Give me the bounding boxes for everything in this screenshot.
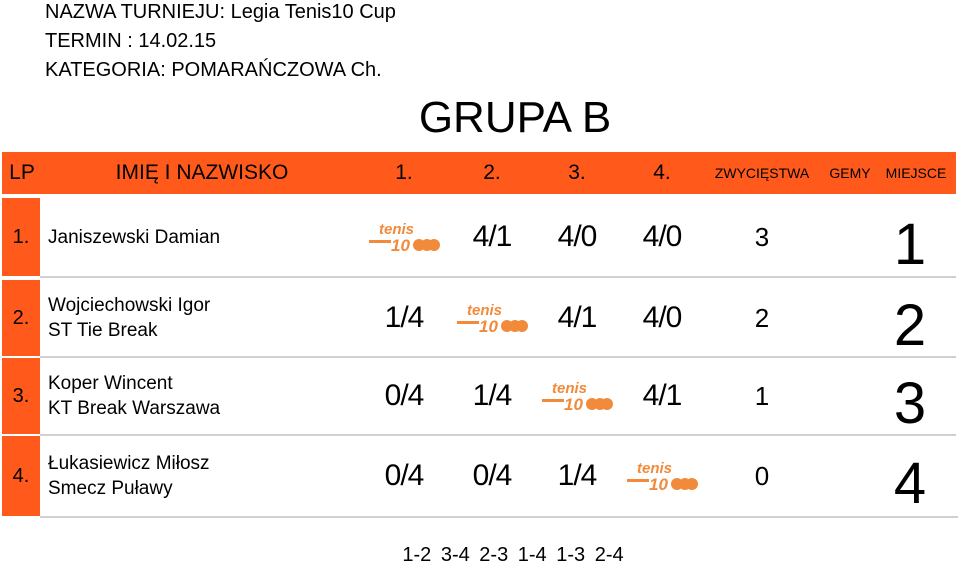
row-number: 1. — [2, 198, 40, 276]
match-score: 4/1 — [642, 379, 682, 412]
player-name-block — [48, 358, 220, 434]
row-body — [40, 198, 958, 278]
row-body — [40, 358, 958, 436]
logo-text-bottom: 10 — [391, 236, 410, 254]
tenis10-logo — [364, 198, 444, 276]
player-club: KT Break Warszawa — [48, 398, 221, 419]
logo-ball — [601, 398, 613, 410]
tenis10-logo — [452, 280, 532, 356]
match-score: 0/4 — [384, 379, 424, 412]
group-title — [0, 92, 960, 144]
logo-stripe — [627, 479, 649, 482]
logo-text-top: tenis — [467, 302, 503, 319]
player-name-block — [48, 280, 210, 356]
logo-text-bottom: 10 — [649, 475, 668, 493]
tournament-category: KATEGORIA: POMARAŃCZOWA Ch. — [45, 59, 382, 81]
match-score: 1/4 — [384, 301, 424, 334]
wins-value: 3 — [754, 221, 770, 252]
logo-ball — [516, 320, 528, 332]
player-row — [2, 358, 958, 434]
match-score: 4/0 — [557, 220, 597, 253]
player-name-block — [48, 436, 210, 516]
match-score: 4/1 — [557, 301, 597, 334]
match-score: 0/4 — [384, 459, 424, 492]
header-lp: LP — [9, 161, 35, 184]
tenis10-logo-icon — [540, 379, 614, 413]
wins-value: 2 — [754, 302, 770, 333]
player-row — [2, 198, 958, 276]
header-opponent-3: 3. — [568, 161, 586, 184]
place-value: 3 — [893, 371, 927, 436]
match-pairs — [0, 544, 960, 567]
logo-ball — [686, 478, 698, 490]
match-score: 1/4 — [557, 459, 597, 492]
row-number: 4. — [2, 436, 40, 516]
match-score: 0/4 — [472, 459, 512, 492]
wins-value: 0 — [754, 460, 770, 491]
place-value: 4 — [893, 451, 927, 516]
header-opponent-2: 2. — [483, 161, 501, 184]
header-opponent-1: 1. — [395, 161, 413, 184]
row-number: 2. — [2, 280, 40, 356]
header-name: IMIĘ I NAZWISKO — [115, 161, 289, 184]
match-pairs-text: 1-2 3-4 2-3 1-4 1-3 2-4 — [402, 544, 624, 566]
logo-text-top: tenis — [637, 460, 673, 477]
header-opponent-4: 4. — [653, 161, 671, 184]
tenis10-logo — [622, 436, 702, 516]
wins-value: 1 — [754, 380, 770, 411]
player-name-block — [48, 198, 220, 276]
match-score: 4/1 — [472, 220, 512, 253]
group-title-text: GRUPA B — [418, 93, 612, 142]
header-place: MIEJSCE — [885, 165, 947, 181]
logo-stripe — [457, 321, 479, 324]
header-games: GEMY — [829, 165, 871, 181]
player-club: Smecz Puławy — [48, 478, 173, 499]
tenis10-logo-icon — [455, 301, 529, 335]
tenis10-logo-icon — [625, 459, 699, 493]
match-score: 4/0 — [642, 301, 682, 334]
header-wins: ZWYCIĘSTWA — [714, 165, 810, 181]
player-name: Koper Wincent — [48, 373, 173, 394]
logo-stripe — [369, 240, 391, 243]
results-table — [2, 152, 958, 516]
row-number: 3. — [2, 358, 40, 434]
logo-text-bottom: 10 — [479, 317, 498, 335]
logo-text-top: tenis — [552, 380, 588, 397]
player-name: Wojciechowski Igor — [48, 295, 211, 316]
logo-ball — [428, 239, 440, 251]
row-body — [40, 280, 958, 358]
tenis10-logo — [537, 358, 617, 434]
player-row — [2, 436, 958, 516]
place-value: 1 — [893, 212, 927, 277]
tournament-name: NAZWA TURNIEJU: Legia Tenis10 Cup — [45, 1, 396, 23]
row-body — [40, 436, 958, 518]
table-header — [2, 152, 958, 198]
player-row — [2, 280, 958, 356]
player-name: Łukasiewicz Miłosz — [48, 453, 210, 474]
logo-text-bottom: 10 — [564, 395, 583, 413]
logo-stripe — [542, 399, 564, 402]
table-right-edge — [956, 152, 960, 516]
tournament-date: TERMIN : 14.02.15 — [45, 30, 217, 52]
place-value: 2 — [893, 293, 927, 358]
match-score: 1/4 — [472, 379, 512, 412]
player-name: Janiszewski Damian — [48, 226, 221, 248]
player-club: ST Tie Break — [48, 320, 158, 341]
logo-text-top: tenis — [379, 221, 415, 238]
match-score: 4/0 — [642, 220, 682, 253]
tenis10-logo-icon — [367, 220, 441, 254]
